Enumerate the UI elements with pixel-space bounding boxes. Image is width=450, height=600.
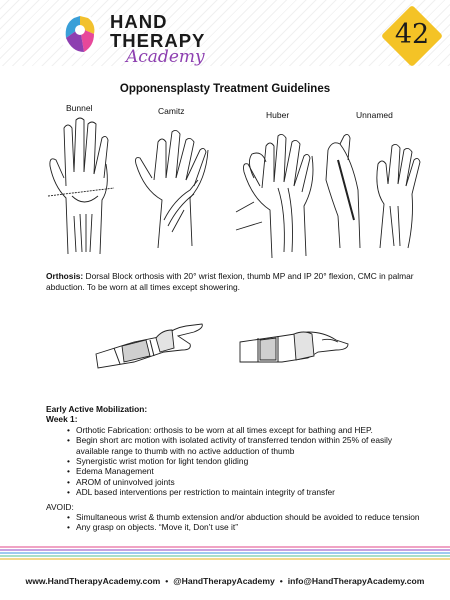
stripe bbox=[0, 555, 450, 557]
brand-logo[interactable] bbox=[58, 6, 228, 67]
page-number: 42 bbox=[394, 19, 430, 50]
footer-contact bbox=[0, 576, 450, 586]
hand-illustration-icon bbox=[44, 116, 124, 256]
week-heading: Week 1: bbox=[46, 414, 78, 425]
list-item: • Simultaneous wrist & thumb extension and/or abduction should be avoided to reduce tension bbox=[68, 512, 426, 522]
hand-illustration-icon bbox=[128, 120, 218, 250]
early-heading: Early Active Mobilization: bbox=[46, 404, 148, 414]
splint-illustration-icon bbox=[238, 318, 350, 370]
separator: • bbox=[279, 576, 283, 586]
stripe bbox=[0, 549, 450, 551]
list-item: • Orthotic Fabrication: orthosis to be worn at all times except for bathing and HEP. bbox=[68, 425, 426, 435]
list-item: • AROM of uninvolved joints bbox=[68, 477, 426, 487]
website-link[interactable]: www.HandTherapyAcademy.com bbox=[25, 576, 161, 586]
separator: • bbox=[165, 576, 169, 586]
decorative-stripes bbox=[0, 546, 450, 562]
page-number-badge bbox=[380, 4, 444, 68]
splint-illustration-icon bbox=[94, 318, 206, 370]
list-item: • Begin short arc motion with isolated activity of transferred tendon within 25% of easily available range to thumb with no active adduction of thumb bbox=[68, 435, 426, 456]
brand-script: Academy bbox=[126, 47, 205, 67]
avoid-heading: AVOID: bbox=[46, 501, 74, 512]
stripe bbox=[0, 546, 450, 548]
avoid-list bbox=[68, 512, 426, 533]
hand-label-bunnel: Bunnel bbox=[66, 103, 93, 113]
hand-illustration-icon bbox=[232, 122, 322, 260]
stripe bbox=[0, 552, 450, 554]
list-item: • Any grasp on objects. “Move it, Don’t use it” bbox=[68, 522, 426, 532]
list-item: • Edema Management bbox=[68, 466, 426, 476]
hand-label-camitz: Camitz bbox=[158, 106, 185, 116]
orthosis-text: Dorsal Block orthosis with 20° wrist flexion, thumb MP and IP 20° flexion, CMC in palmar abduction. To be worn at all times except showering. bbox=[46, 271, 414, 292]
early-mobilization-section bbox=[46, 404, 426, 533]
week-1-list bbox=[68, 425, 426, 498]
brand-name: HAND THERAPY bbox=[110, 11, 206, 51]
email-link[interactable]: info@HandTherapyAcademy.com bbox=[287, 576, 425, 586]
hand-logo-icon bbox=[58, 12, 102, 56]
hand-label-unnamed: Unnamed bbox=[356, 110, 393, 120]
stripe bbox=[0, 558, 450, 560]
hand-illustration-icon bbox=[318, 120, 428, 250]
list-item: • Synergistic wrist motion for light tendon gliding bbox=[68, 456, 426, 466]
orthosis-heading: Orthosis: bbox=[46, 271, 84, 281]
page-title: Opponensplasty Treatment Guidelines bbox=[119, 83, 331, 95]
social-handle-link[interactable]: @HandTherapyAcademy bbox=[173, 576, 275, 586]
list-item: • ADL based interventions per restriction to maintain integrity of transfer bbox=[68, 487, 426, 497]
orthosis-paragraph bbox=[46, 271, 416, 292]
hand-label-huber: Huber bbox=[266, 110, 290, 120]
